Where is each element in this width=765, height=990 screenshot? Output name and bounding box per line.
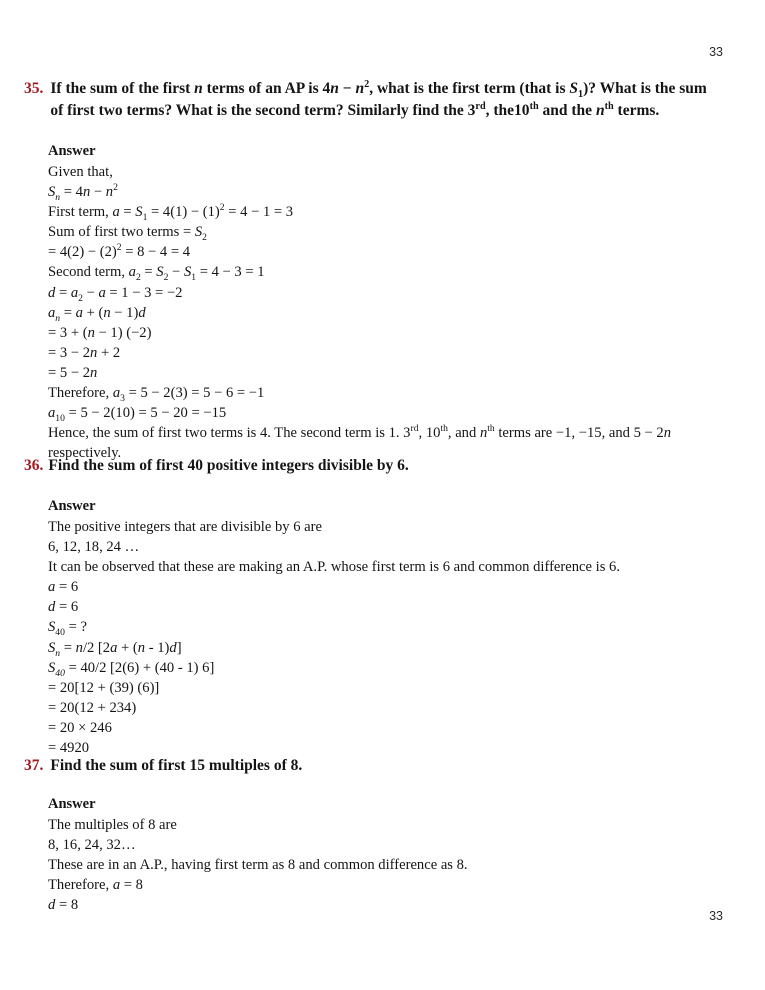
answer-line: = 20 × 246 <box>48 719 112 736</box>
answer-line: = 5 − 2n <box>48 364 98 381</box>
question-prompt-35: If the sum of the first n terms of an AP is $4n - n^2$, what is the first term (that is $S_1$)? What is the sum of first two terms? What is the second term? Similarly find the 3rd, the10th and the $n^{th}$ terms. <box>50 78 707 119</box>
answer-block-37 <box>48 794 725 915</box>
answer-block-36 <box>48 496 725 758</box>
answer-lines-35 <box>48 162 725 423</box>
answer-line: These are in an A.P., having first term as 8 and common difference as 8. <box>48 857 468 874</box>
answer-line: The multiples of 8 are <box>48 817 177 833</box>
answer-line: Therefore, a = 8 <box>48 877 143 894</box>
question-block-35 <box>0 78 765 121</box>
answer-line: d = 6 <box>48 599 79 616</box>
answer-lines-36 <box>48 517 725 758</box>
question-heading-35 <box>0 78 765 121</box>
answer-line: It can be observed that these are making an A.P. whose first term is 6 and common difference is 6. <box>48 559 620 576</box>
answer-line: $S_{40} = 40/2$ [2(6) + (40 - 1) 6] <box>48 659 215 679</box>
answer-line: = 3 + (n − 1) (−2) <box>48 324 152 341</box>
answer-line: Given that, <box>48 164 113 180</box>
answer-line: Therefore, $a_3 = 5 - 2(3) = 5 - 6 = -1$ <box>48 385 265 404</box>
answer-paragraph-35: Hence, the sum of first two terms is 4. The second term is 1. 3rd, 10th, and $n^{th}$ terms are −1, −15, and 5 − 2n respectively. <box>48 423 671 462</box>
answer-line: 6, 12, 18, 24 … <box>48 539 140 556</box>
page-number-top: 33 <box>709 45 723 59</box>
answer-line: = 3 − 2n + 2 <box>48 344 121 361</box>
answer-line: = 4920 <box>48 740 90 757</box>
question-number-36: 36. <box>24 457 44 474</box>
question-block-37 <box>0 755 765 777</box>
question-number-37: 37. <box>24 757 44 774</box>
answer-line: Sum of first two terms = $S_2$ <box>48 224 207 244</box>
answer-line: = 20[12 + (39) (6)] <box>48 679 160 696</box>
answer-line: = 20(12 + 234) <box>48 699 137 716</box>
page-number-bottom: 33 <box>709 909 723 923</box>
answer-lines-37 <box>48 815 725 915</box>
question-heading-36 <box>0 455 765 477</box>
answer-line: d = 8 <box>48 897 79 914</box>
answer-label-37: Answer <box>48 796 96 812</box>
answer-label-35: Answer <box>48 143 96 159</box>
answer-line: Second term, $a_2 = S_2 - S_1 = 4 - 3 = 1$ <box>48 264 265 284</box>
question-heading-37 <box>0 755 765 777</box>
question-block-36 <box>0 455 765 477</box>
answer-line: $S_{40}$ = ? <box>48 619 87 639</box>
question-prompt-37: Find the sum of first 15 multiples of 8. <box>50 757 303 774</box>
question-number-35: 35. <box>24 80 44 97</box>
answer-line: The positive integers that are divisible by 6 are <box>48 519 322 535</box>
answer-line: $a_n = a + (n - 1)d$ <box>48 304 146 324</box>
answer-block-35 <box>48 141 725 463</box>
answer-line: $d = a_2 - a = 1 - 3 = -2$ <box>48 284 183 304</box>
answer-line: = $4(2) - (2)^2 = 8 - 4 = 4$ <box>48 242 191 261</box>
answer-line: $a_{10} = 5 - 2(10) = 5 - 20 = -15$ <box>48 405 227 425</box>
answer-line: a = 6 <box>48 579 79 596</box>
question-prompt-36: Find the sum of first 40 positive integers divisible by 6. <box>48 457 409 474</box>
answer-label-36: Answer <box>48 498 96 514</box>
answer-line: First term, $a = S_1 = 4(1) - (1)^2 = 4 - 1 = 3$ <box>48 202 294 224</box>
answer-line: 8, 16, 24, 32… <box>48 837 136 854</box>
answer-line: $S_n = 4n - n^2$ <box>48 182 118 203</box>
answer-line: $S_n = n/2$ [2a + (n - 1)d] <box>48 639 182 659</box>
